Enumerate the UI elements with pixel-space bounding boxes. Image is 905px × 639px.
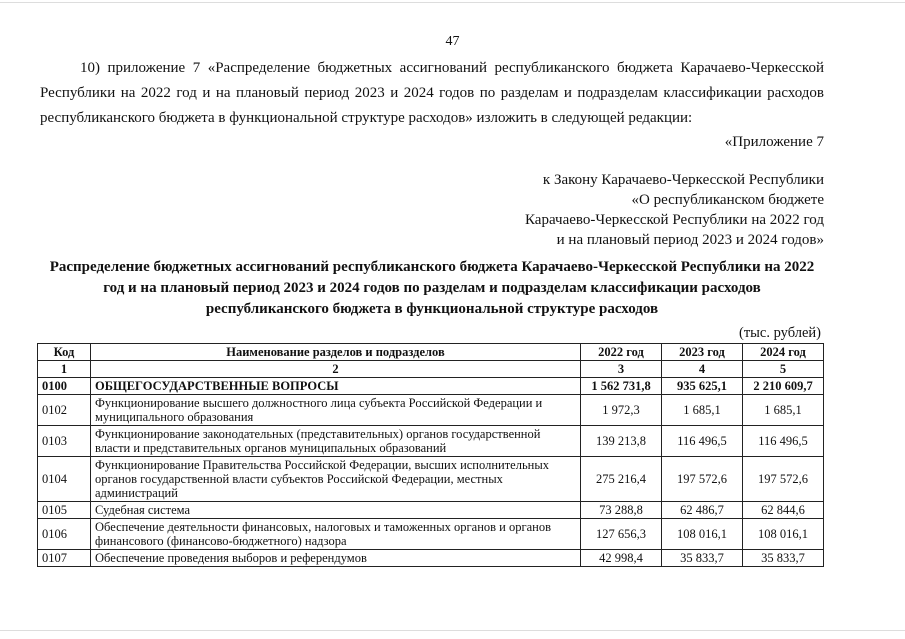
- units-label: (тыс. рублей): [739, 325, 821, 341]
- name-cell: Функционирование высшего должностного лица субъекта Российской Федерации и муниципального образования: [91, 395, 581, 426]
- value-2022-cell: 275 216,4: [581, 457, 662, 502]
- scan-edge-bottom: [0, 630, 905, 631]
- name-cell: Обеспечение деятельности финансовых, налоговых и таможенных органов и органов финансового (финансово-бюджетного) надзора: [91, 519, 581, 550]
- header-2024: 2024 год: [743, 344, 824, 361]
- header-2023: 2023 год: [662, 344, 743, 361]
- law-reference-line: и на плановый период 2023 и 2024 годов»: [556, 232, 824, 248]
- table-row: [38, 395, 824, 426]
- law-reference-line: «О республиканском бюджете: [631, 192, 824, 208]
- index-cell: 1: [38, 361, 91, 378]
- code-cell: 0103: [38, 426, 91, 457]
- law-reference-line: к Закону Карачаево-Черкесской Республики: [542, 172, 824, 188]
- code-cell: 0100: [38, 378, 91, 395]
- value-2022-cell: 42 998,4: [581, 550, 662, 567]
- index-cell: 5: [743, 361, 824, 378]
- header-name: Наименование разделов и подразделов: [91, 344, 581, 361]
- name-cell: Функционирование законодательных (представительных) органов государственной власти и представительных органов муниципальных образований: [91, 426, 581, 457]
- code-cell: 0107: [38, 550, 91, 567]
- value-2022-cell: 1 562 731,8: [581, 378, 662, 395]
- code-cell: 0106: [38, 519, 91, 550]
- value-2024-cell: 2 210 609,7: [743, 378, 824, 395]
- header-2022: 2022 год: [581, 344, 662, 361]
- table-row: [38, 457, 824, 502]
- table-row: [38, 519, 824, 550]
- value-2023-cell: 116 496,5: [662, 426, 743, 457]
- value-2023-cell: 935 625,1: [662, 378, 743, 395]
- law-reference: [525, 170, 824, 250]
- table-header-row: [38, 344, 824, 361]
- name-cell: Обеспечение проведения выборов и референдумов: [91, 550, 581, 567]
- index-cell: 2: [91, 361, 581, 378]
- value-2023-cell: 197 572,6: [662, 457, 743, 502]
- budget-table: [37, 343, 824, 567]
- value-2024-cell: 116 496,5: [743, 426, 824, 457]
- value-2024-cell: 1 685,1: [743, 395, 824, 426]
- index-cell: 3: [581, 361, 662, 378]
- code-cell: 0102: [38, 395, 91, 426]
- page-number: 47: [445, 34, 460, 49]
- code-cell: 0104: [38, 457, 91, 502]
- value-2023-cell: 1 685,1: [662, 395, 743, 426]
- code-cell: 0105: [38, 502, 91, 519]
- scan-edge-top: [0, 2, 905, 3]
- name-cell: Функционирование Правительства Российской Федерации, высших исполнительных органов государственной власти субъектов Российской Федерации, местных администраций: [91, 457, 581, 502]
- value-2022-cell: 1 972,3: [581, 395, 662, 426]
- table-row: [38, 426, 824, 457]
- value-2022-cell: 127 656,3: [581, 519, 662, 550]
- law-reference-line: Карачаево-Черкесской Республики на 2022 год: [525, 212, 824, 228]
- table-title: Распределение бюджетных ассигнований республиканского бюджета Карачаево-Черкесской Республики на 2022 год и на плановый период 2023 и 2024 годов по разделам и подразделам классификации расходов республиканского бюджета в функциональной структуре расходов: [49, 259, 815, 317]
- value-2024-cell: 197 572,6: [743, 457, 824, 502]
- table-row: [38, 550, 824, 567]
- value-2023-cell: 108 016,1: [662, 519, 743, 550]
- value-2023-cell: 35 833,7: [662, 550, 743, 567]
- name-cell: ОБЩЕГОСУДАРСТВЕННЫЕ ВОПРОСЫ: [91, 378, 581, 395]
- intro-paragraph: 10) приложение 7 «Распределение бюджетных ассигнований республиканского бюджета Карачаево-Черкесской Республики на 2022 год и на плановый период 2023 и 2024 годов по разделам и подразделам классификации расходов республиканского бюджета в функциональной структуре расходов» изложить в следующей редакции:: [40, 60, 824, 126]
- value-2022-cell: 73 288,8: [581, 502, 662, 519]
- appendix-title: «Приложение 7: [724, 134, 824, 150]
- table-index-row: [38, 361, 824, 378]
- value-2022-cell: 139 213,8: [581, 426, 662, 457]
- value-2024-cell: 35 833,7: [743, 550, 824, 567]
- value-2024-cell: 108 016,1: [743, 519, 824, 550]
- value-2023-cell: 62 486,7: [662, 502, 743, 519]
- header-code: Код: [38, 344, 91, 361]
- index-cell: 4: [662, 361, 743, 378]
- value-2024-cell: 62 844,6: [743, 502, 824, 519]
- name-cell: Судебная система: [91, 502, 581, 519]
- table-row: [38, 502, 824, 519]
- table-row: [38, 378, 824, 395]
